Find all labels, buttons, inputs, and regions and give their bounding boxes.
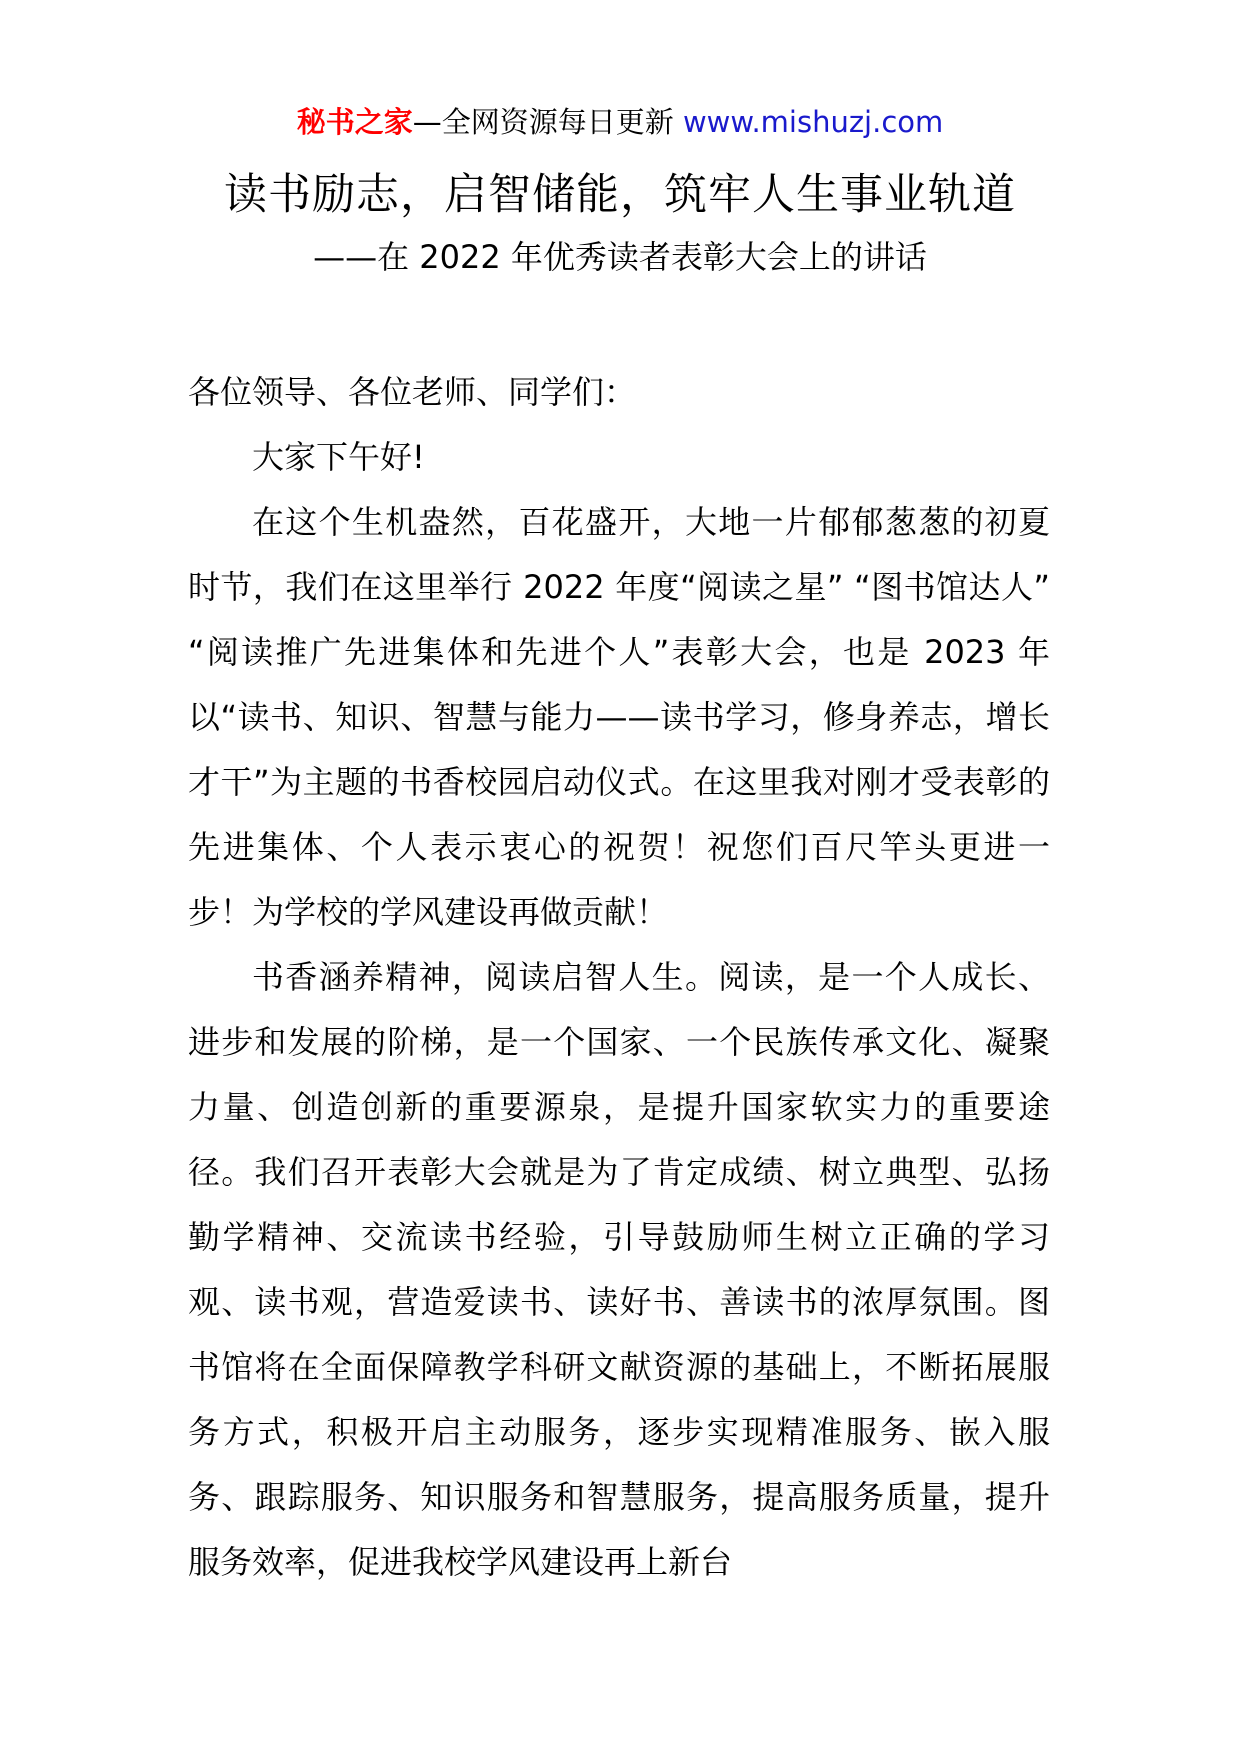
document-title: 读书励志，启智储能，筑牢人生事业轨道	[224, 170, 1016, 220]
site-header	[0, 100, 1240, 144]
salutation: 各位领导、各位老师、同学们：	[188, 373, 637, 411]
brand-name: 秘书之家	[296, 105, 413, 139]
document-subtitle: ——在 2022 年优秀读者表彰大会上的讲话	[313, 238, 927, 276]
paragraph: 书香涵养精神，阅读启智人生。阅读，是一个人成长、进步和发展的阶梯，是一个国家、一个民族传承文化、凝聚力量、创造创新的重要源泉，是提升国家软实力的重要途径。我们召开表彰大会就是为了肯定成绩、树立典型、弘扬勤学精神、交流读书经验，引导鼓励师生树立正确的学习观、读书观，营造爱读书、读好书、善读书的浓厚氛围。图书馆将在全面保障教学科研文献资源的基础上，不断拓展服务方式，积极开启主动服务，逐步实现精准服务、嵌入服务、跟踪服务、知识服务和智慧服务，提高服务质量，提升服务效率，促进我校学风建设再上新台	[188, 958, 1050, 1581]
greeting: 大家下午好!	[252, 438, 425, 476]
document-body	[188, 360, 1050, 1595]
site-url[interactable]: www.mishuzj.com	[682, 105, 944, 139]
paragraph: 在这个生机盎然，百花盛开，大地一片郁郁葱葱的初夏时节，我们在这里举行 2022 年度“阅读之星” “图书馆达人” “阅读推广先进集体和先进个人”表彰大会，也是 2023 年以“读书、知识、智慧与能力——读书学习，修身养志，增长才干”为主题的书香校园启动仪式。在这里我对刚才受表彰的先进集体、个人表示衷心的祝贺！祝您们百尺竿头更进一步！为学校的学风建设再做贡献！	[188, 503, 1050, 931]
header-tagline: —全网资源每日更新	[412, 105, 674, 139]
